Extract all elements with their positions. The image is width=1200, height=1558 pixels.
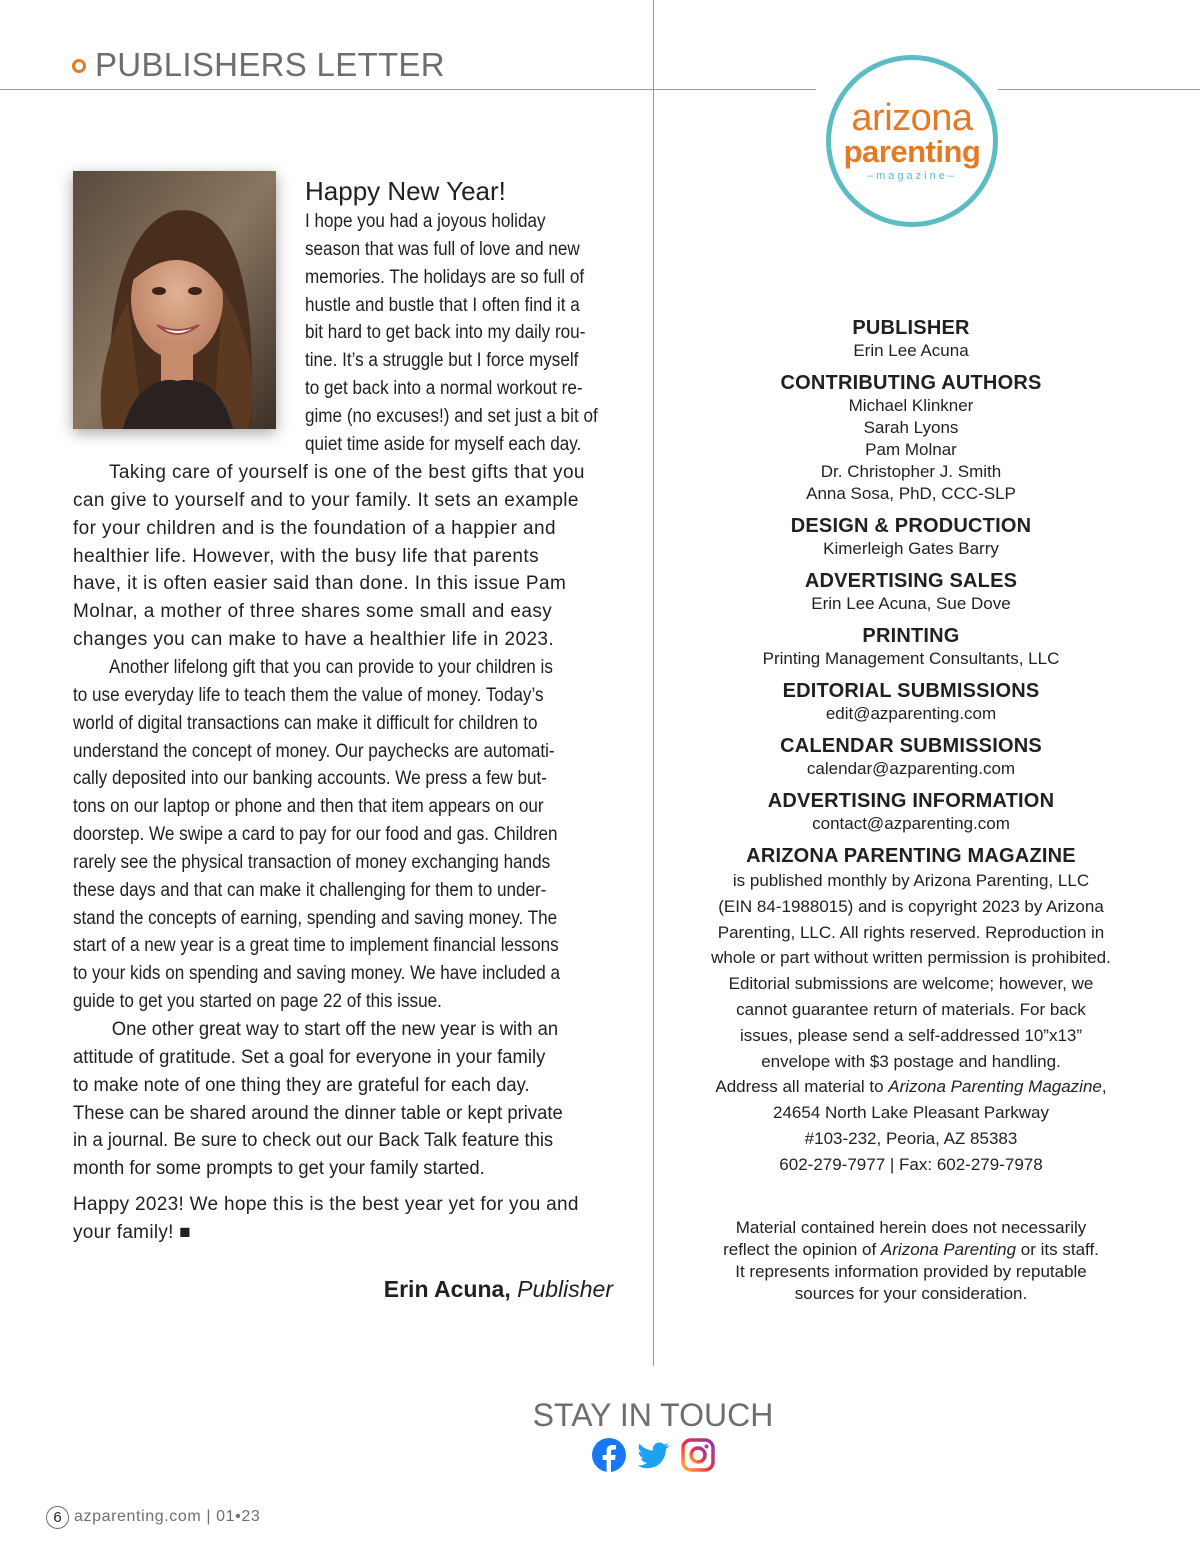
text-line: rarely see the physical transaction of money exchanging hands [73,851,551,873]
footer-text: azparenting.com | 01•23 [74,1508,261,1525]
masthead [700,316,1122,1178]
text-line: start of a new year is a great time to implement financial lessons [73,935,559,957]
masthead-line: Sarah Lyons [863,418,959,437]
header-rule [0,89,816,90]
calendar-email-link[interactable]: calendar@azparenting.com [806,759,1016,778]
text-line: doorstep. We swipe a card to pay for our food and gas. Children [73,824,558,846]
section-title: PUBLISHERS LETTER [95,46,445,83]
text-line: I hope you had a joyous holiday [305,211,546,232]
signature-title: Publisher [517,1276,613,1302]
about-line: envelope with $3 postage and handling. [761,1051,1061,1071]
masthead-section-contributing-authors [700,371,1122,505]
address-suffix: , [1101,1077,1107,1097]
about-line: Editorial submissions are welcome; however, we [728,974,1094,994]
text-line: world of digital transactions can make it difficult for children to [73,712,538,734]
text-line: cally deposited into our banking accounts. We press a few but- [73,768,548,790]
about-line: issues, please send a self-addressed 10”x13” [739,1025,1083,1045]
twitter-icon[interactable] [635,1437,671,1473]
about-line: is published monthly by Arizona Parenting, LLC [732,871,1090,890]
logo-line-parenting: parenting [843,134,981,169]
disclaimer-line [700,1239,1122,1261]
masthead-heading: ADVERTISING SALES [804,570,1018,592]
disclaimer [700,1217,1122,1305]
masthead-line: Pam Molnar [865,440,957,459]
text-line: Happy 2023! We hope this is the best year yet for you and [73,1194,579,1215]
text-line: to use everyday life to teach them the value of money. Today’s [73,684,544,706]
text-line: in a journal. Be sure to check out our Back Talk feature this [73,1130,554,1152]
letter-heading: Happy New Year! [305,176,506,206]
masthead-heading: EDITORIAL SUBMISSIONS [782,680,1040,702]
letter-paragraph-5 [73,1191,579,1247]
masthead-line: Dr. Christopher J. Smith [820,462,1002,481]
address-prefix: Address all material to [715,1077,889,1097]
social-links [591,1437,715,1475]
masthead-line: Anna Sosa, PhD, CCC-SLP [806,484,1016,503]
text-line: hustle and bustle that I often find it a [305,294,580,316]
address-line: 24654 North Lake Pleasant Parkway [773,1103,1049,1123]
stay-in-touch-title: STAY IN TOUCH [532,1397,774,1433]
arizona-parenting-logo [826,55,998,227]
masthead-section-publisher [700,316,1122,362]
text-line: gime (no excuses!) and set just a bit of [305,405,598,427]
address-line: #103-232, Peoria, AZ 85383 [804,1128,1018,1148]
text-line: to get back into a normal workout re- [305,378,583,400]
publisher-photo [73,171,276,429]
masthead-section-advertising-sales [700,569,1122,615]
disclaimer-line: Material contained herein does not necessarily [735,1218,1087,1237]
masthead-section-advertising-info [700,789,1122,835]
masthead-line: Erin Lee Acuna, Sue Dove [811,594,1011,613]
masthead-section-design [700,514,1122,560]
text-line: attitude of gratitude. Set a goal for everyone in your family [73,1046,546,1068]
text-line: tons on our laptop or phone and then that item appears on our [73,796,544,818]
masthead-section-calendar [700,734,1122,780]
about-line: (EIN 84-1988015) and is copyright 2023 by Arizona [718,896,1104,916]
contact-email-link[interactable]: contact@azparenting.com [812,814,1010,833]
masthead-line: Michael Klinkner [848,396,974,415]
text-line: healthier life. However, with the busy life that parents [73,545,539,567]
text-line: to your kids on spending and saving money. We have included a [73,963,561,985]
address-magazine: Arizona Parenting Magazine [888,1077,1102,1097]
masthead-heading: PUBLISHER [852,317,970,339]
masthead-heading: CONTRIBUTING AUTHORS [780,372,1042,394]
text-line: to make note of one thing they are grateful for each day. [73,1074,530,1096]
text-line: Another lifelong gift that you can provide to your children is [109,657,553,678]
masthead-section-printing [700,624,1122,670]
logo-line-magazine: –magazine– [867,170,957,182]
disclaimer-italic: Arizona Parenting [880,1240,1017,1259]
masthead-line: Printing Management Consultants, LLC [762,649,1060,668]
text-line: guide to get you started on page 22 of this issue. [73,991,442,1013]
masthead-heading: PRINTING [862,625,960,647]
address-intro [700,1074,1122,1100]
editorial-email-link[interactable]: edit@azparenting.com [825,704,997,723]
text-line: One other great way to start off the new year is with an [111,1019,559,1040]
text-line: bit hard to get back into my daily rou- [305,322,586,344]
text-line: can give to yourself and to your family. It sets an example [73,489,579,511]
text-line: Molnar, a mother of three shares some small and easy [73,601,553,623]
text-line: changes you can make to have a healthier life in 2023. [73,629,555,651]
text-line: quiet time aside for myself each day. [305,433,582,455]
column-divider [653,0,654,1366]
masthead-about [700,844,1122,1178]
text-line: Taking care of yourself is one of the best gifts that you [109,462,585,483]
letter-paragraph-4 [73,1016,578,1183]
about-text [700,868,1122,1178]
letter-paragraph-2 [73,459,585,654]
letter-paragraph-1 [305,208,630,459]
text-line: memories. The holidays are so full of [305,266,585,288]
logo-line-arizona: arizona [851,97,973,139]
disclaimer-suffix: or its staff. [1016,1240,1099,1259]
masthead-heading: CALENDAR SUBMISSIONS [780,735,1042,757]
text-line: These can be shared around the dinner table or kept private [73,1102,563,1124]
masthead-heading: DESIGN & PRODUCTION [790,515,1032,537]
text-line: stand the concepts of earning, spending and saving money. The [73,907,558,929]
instagram-icon[interactable] [680,1437,716,1473]
facebook-icon[interactable] [591,1437,627,1473]
text-line: these days and that can make it challenging for them to under- [73,879,547,901]
text-line: month for some prompts to get your family started. [73,1158,485,1180]
text-line: understand the concept of money. Our paychecks are automati- [73,740,555,762]
disclaimer-prefix: reflect the opinion of [723,1240,881,1259]
signature-name: Erin Acuna, [383,1276,511,1302]
text-line: for your children and is the foundation of a happier and [73,517,556,539]
page-number: 6 [46,1506,69,1529]
phone-line: 602-279-7977 | Fax: 602-279-7978 [779,1154,1043,1174]
letter-paragraph-3 [73,654,614,1016]
section-bullet-icon [72,59,86,73]
text-line: your family! ■ [73,1221,192,1243]
masthead-heading: ARIZONA PARENTING MAGAZINE [746,845,1076,867]
about-line: whole or part without written permission is prohibited. [711,948,1111,968]
text-line: tine. It’s a struggle but I force myself [305,350,579,372]
letter-signature [384,1276,613,1303]
masthead-section-editorial [700,679,1122,725]
text-line: have, it is often easier said than done. In this issue Pam [73,573,567,595]
about-line: Parenting, LLC. All rights reserved. Reproduction in [717,922,1105,942]
header-rule-right [998,89,1200,90]
disclaimer-line: sources for your consideration. [794,1284,1028,1303]
about-line: cannot guarantee return of materials. For back [736,999,1086,1019]
masthead-line: Kimerleigh Gates Barry [823,539,999,558]
portrait-illustration [73,171,276,429]
disclaimer-line: It represents information provided by reputable [735,1262,1087,1281]
text-line: season that was full of love and new [305,238,580,260]
masthead-heading: ADVERTISING INFORMATION [767,790,1055,812]
masthead-line: Erin Lee Acuna [853,341,969,360]
